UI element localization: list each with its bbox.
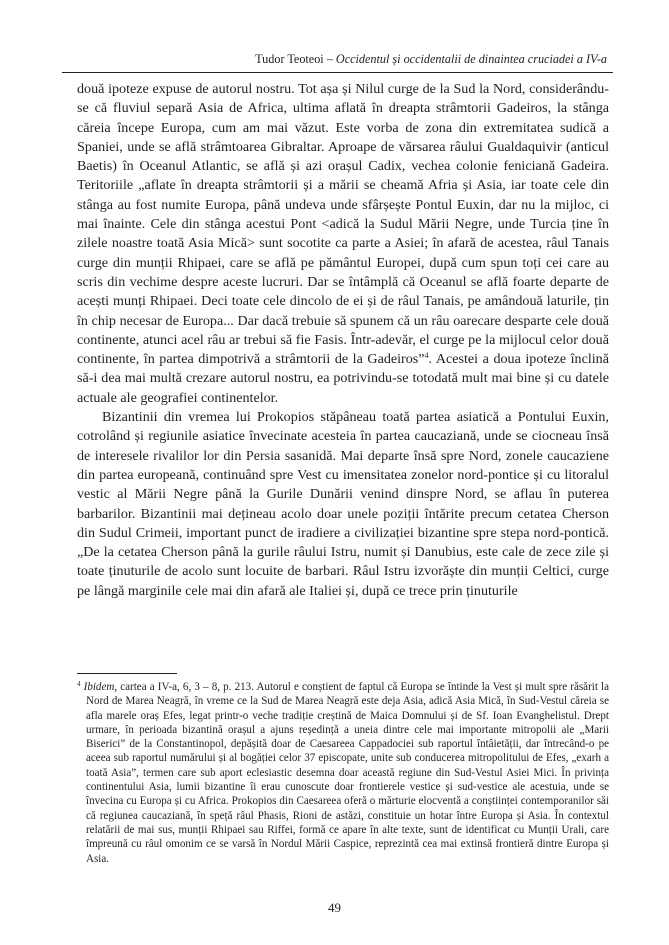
footnote-number: 4: [77, 680, 81, 688]
page-number: 49: [328, 900, 341, 915]
paragraph-2: Bizantinii din vremea lui Prokopios stăpâneau toată partea asiatică a Pontului Euxin, cotrolând și regiunile asiatice învecinate acesteia în partea caucaziană, unde se ciocneau însă de interesele rivalilor lor din Persia sasanidă. Mai departe însă spre Nord, zonele caucaziene din partea europeană, continuând spre Vest cu imensitatea zonelor nord-pontice și cu litoralul vestic al Mării Negre până la Gurile Dunării venind dinspre Nord, se aflau în puterea barbarilor. Bizantinii mai dețineau acolo doar unele poziții întărite precum cetatea Cherson din Sudul Crimeii, important punct de iradiere a civilizației bizantine spre stepa nord-pontică. „De la cetatea Cherson până la gurile râului Istru, numit și Danubius, este cale de zece zile și toate ținuturile de acolo sunt locuite de barbari. Râul Istru izvorăște din munții Celtici, curge pe lângă marginile cele mai din afară ale Italiei și, după ce trece prin ținuturile: [77, 409, 609, 599]
header-rule: [62, 72, 613, 73]
main-text: [77, 80, 609, 601]
paragraph-1-continuation: . Acestei a doua ipoteze înclină să-i dea mai multă crezare autorul nostru, ea potrivindu-se totodată mult mai bine și cu datele actuale ale geografiei continentelor.: [77, 351, 609, 406]
footnote-body: [77, 680, 609, 866]
paragraph-1: [77, 80, 609, 408]
footnote-reference[interactable]: 4: [424, 351, 429, 361]
header-book-title: Occidentul și occidentalii de dinaintea cruciadei a IV-a: [335, 52, 607, 66]
footnote-separator: [77, 673, 177, 674]
footnote-text: cartea a IV-a, 6, 3 – 8, p. 213. Autorul e conștient de faptul că Europa se întinde la Vest și mult spre răsărit la Nord de Marea Neagră, în vreme ce la Sud de Marea Neagră este deja Asia, adică Asia Mică, în Sud-Vestul căreia se afla marele oraș Efes, legat printr-o veche tradiție creștină de Maica Domnului și de Sf. Ioan Evanghelistul. Drept urmare, în perioada bizantină orașul a ajuns reședință a uneia dintre cele mai importante mitropolii ale „Marii Biserici” de la Constantinopol, depășită doar de Caesareea Cappadociei sub raportul întâietății, dar întrecând-o pe aceea sub raportul numărului și al bogăției celor 37 episcopate, unite sub conducerea mitropolitului de Efes, „exarh a toată Asia”, termen care sub aport eclesiastic desemna doar această regiune din Sud-Vestul Asiei Mici. În privința continentului Asia, lumii bizantine îi erau cunoscute doar frontierele vestice și sud-vestice ale acestuia, unde se învecina cu Europa și cu Africa. Prokopios din Caesareea oferă o mărturie elocventă a conștiinței contemporanilor săi că regiunea caucaziană, în speță râul Phasis, Rioni de astăzi, constituie un hotar între Europa și Asia. În contextul relatării de mai sus, munții Rhipaei sau Riffei, formă ce apare în alte texte, sunt de identificat cu Munții Urali, care împreună cu râul omonim ce se varsă în Nordul Mării Caspice, reprezintă cea mai extinsă frontieră dintre Europa și Asia.: [86, 681, 610, 865]
header-author: Tudor Teoteoi: [255, 52, 324, 66]
running-header: [62, 52, 607, 67]
footnote-source-title: Ibidem,: [83, 681, 118, 693]
paragraph-1-text: două ipoteze expuse de autorul nostru. Tot așa și Nilul curge de la Sud la Nord, considerându-se că fluviul separă Asia de Africa, ultima aflată în dreapta strâmtorii Gadeiros, la stânga căreia începe Europa, cum am mai văzut. Este vorba de zona din extremitatea sudică a Spaniei, unde se află strâmtoarea Gibraltar. Aproape de vărsarea râului Gualdaquivir (anticul Baetis) în Oceanul Atlantic, se află și azi orașul Cadix, vechea colonie feniciană Gadeira. Teritoriile „aflate în dreapta strâmtorii și a mării se cheamă Afria și Asia, iar toate cele din stânga au fost numite Europa, până undeva unde sfârșește Pontul Euxin, dar nu la mijloc, ci mai înainte. Cele din stânga acestui Pont <adică la Sudul Mării Negre, unde Turcia ține în zilele noastre toată Asia Mică> sunt socotite ca parte a Asiei; în afară de acestea, râul Tanais curge din munții Rhipaei, care se află pe pământul Europei, după cum spun toți cei care au scris din vechime despre aceste lucruri. Dar se întâmplă că Oceanul se află foarte departe de acești munți Rhipaei. Deci toate cele dincolo de ei și de râul Tanais, pe amândouă laturile, țin în chip necesar de Europa... Dar dacă trebuie să spunem că un râu oarecare desparte cele două continente, atunci acel râu ar trebui să fie Fasis. Într-adevăr, el curge pe la mijlocul celor două continente, în partea dimpotrivă a strâmtorii de la Gadeiros”: [77, 81, 609, 368]
header-separator: –: [323, 52, 336, 66]
footnote: [77, 680, 609, 866]
